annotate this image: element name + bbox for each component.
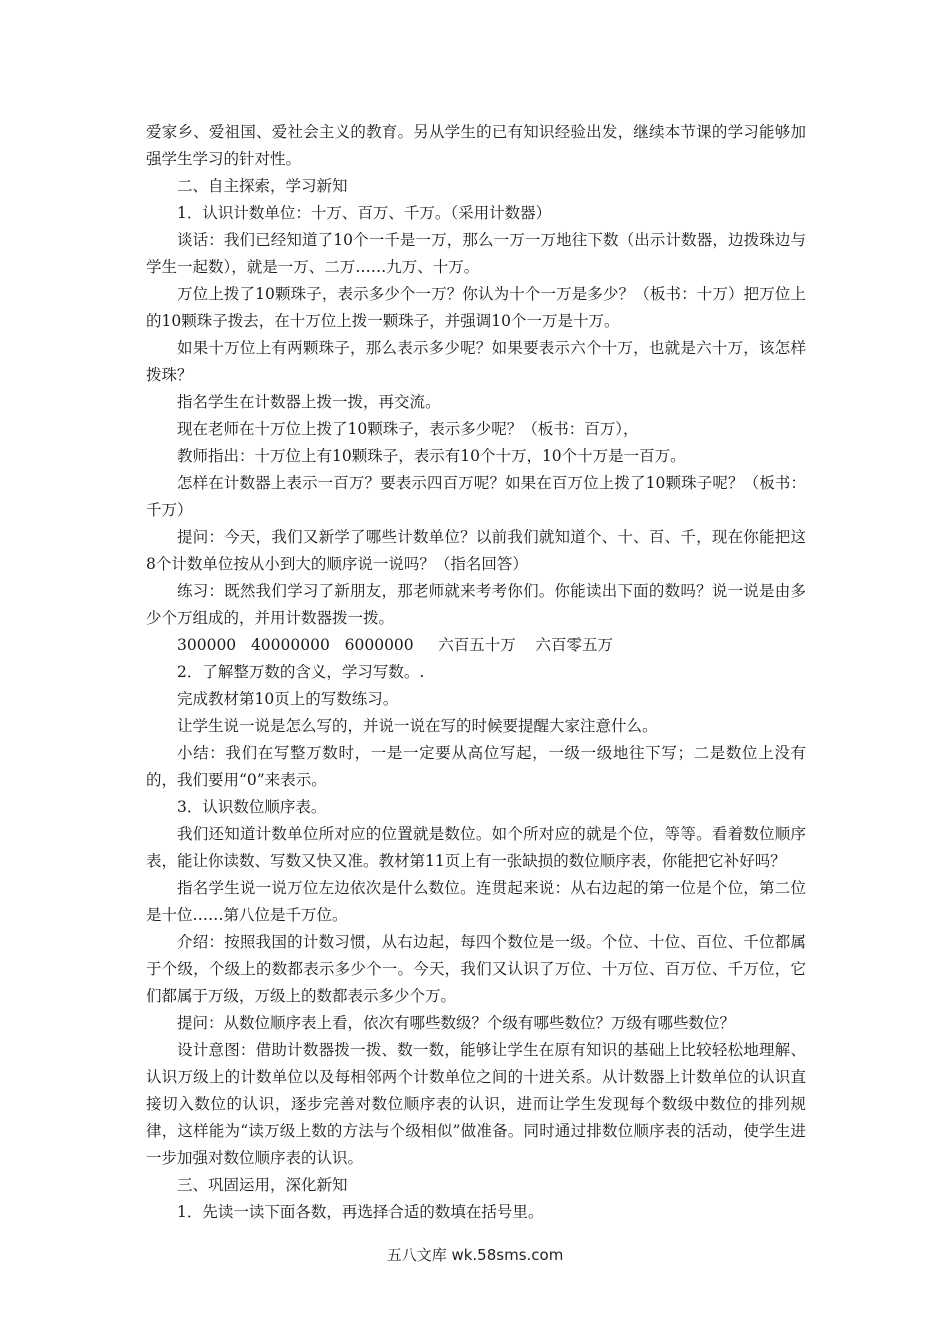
- section-heading-2: 二、自主探索，学习新知: [177, 177, 348, 195]
- paragraph: 教师指出：十万位上有10颗珠子，表示有10个十万，10个十万是一百万。: [177, 447, 686, 465]
- paragraph: 指名学生在计数器上拨一拨，再交流。: [177, 393, 441, 411]
- paragraph: 小结：我们在写整万数时，一是一定要从高位写起，一级一级地往下写；二是数位上没有的，我们要用“0”来表示。: [146, 744, 806, 789]
- paragraph: 让学生说一说是怎么写的，并说一说在写的时候要提醒大家注意什么。: [177, 717, 658, 735]
- document-body: [146, 119, 806, 1226]
- paragraph: 我们还知道计数单位所对应的位置就是数位。如个所对应的就是个位，等等。看着数位顺序表，能让你读数、写数又快又准。教材第11页上有一张缺损的数位顺序表，你能把它补好吗？: [146, 825, 806, 870]
- paragraph: 现在老师在十万位上拨了10颗珠子，表示多少呢？（板书：百万），: [177, 420, 639, 438]
- section-heading-3: 三、巩固运用，深化新知: [177, 1176, 348, 1194]
- number-exercise-line: 300000 40000000 6000000 六百五十万 六百零五万: [177, 636, 613, 654]
- paragraph: 如果十万位上有两颗珠子，那么表示多少呢？如果要表示六个十万，也就是六十万，该怎样拨珠？: [146, 339, 806, 384]
- subheading-place-value-table: 3．认识数位顺序表。: [177, 798, 327, 816]
- paragraph: 提问：从数位顺序表上看，依次有哪些数级？个级有哪些数位？万级有哪些数位？: [177, 1014, 736, 1032]
- page-footer: 五八文库 wk.58sms.com: [386, 1246, 564, 1264]
- paragraph: 万位上拨了10颗珠子，表示多少个一万？你认为十个一万是多少？（板书：十万）把万位上的10颗珠子拨去，在十万位上拨一颗珠子，并强调10个一万是十万。: [146, 285, 806, 330]
- paragraph: 完成教材第10页上的写数练习。: [177, 690, 399, 708]
- paragraph: 介绍：按照我国的计数习惯，从右边起，每四个数位是一级。个位、十位、百位、千位都属于个级，个级上的数都表示多少个一。今天，我们又认识了万位、十万位、百万位、千万位，它们都属于万级，万级上的数都表示多少个万。: [146, 933, 806, 1005]
- subheading-writing-numbers: 2．了解整万数的含义，学习写数。.: [177, 663, 425, 681]
- paragraph: 提问：今天，我们又新学了哪些计数单位？以前我们就知道个、十、百、千，现在你能把这8个计数单位按从小到大的顺序说一说吗？（指名回答）: [146, 528, 806, 573]
- paragraph: 1．先读一读下面各数，再选择合适的数填在括号里。: [177, 1203, 544, 1221]
- paragraph: 谈话：我们已经知道了10个一千是一万，那么一万一万地往下数（出示计数器，边拨珠边与学生一起数），就是一万、二万……九万、十万。: [146, 231, 806, 276]
- subheading-counting-units: 1．认识计数单位：十万、百万、千万。（采用计数器）: [177, 204, 552, 222]
- paragraph: 指名学生说一说万位左边依次是什么数位。连贯起来说：从右边起的第一位是个位，第二位是十位……第八位是千万位。: [146, 879, 806, 924]
- paragraph-intro-continuation: 爱家乡、爱祖国、爱社会主义的教育。另从学生的已有知识经验出发，继续本节课的学习能够加强学生学习的针对性。: [146, 123, 806, 168]
- paragraph: 怎样在计数器上表示一百万？要表示四百万呢？如果在百万位上拨了10颗珠子呢？（板书：千万）: [146, 474, 806, 519]
- paragraph: 练习：既然我们学习了新朋友，那老师就来考考你们。你能读出下面的数吗？说一说是由多少个万组成的，并用计数器拨一拨。: [146, 582, 806, 627]
- paragraph-design-intent: 设计意图：借助计数器拨一拨、数一数，能够让学生在原有知识的基础上比较轻松地理解、认识万级上的计数单位以及每相邻两个计数单位之间的十进关系。从计数器上计数单位的认识直接切入数位的认识，逐步完善对数位顺序表的认识，进而让学生发现每个数级中数位的排列规律，这样能为“读万级上数的方法与个级相似”做准备。同时通过排数位顺序表的活动，使学生进一步加强对数位顺序表的认识。: [146, 1041, 806, 1167]
